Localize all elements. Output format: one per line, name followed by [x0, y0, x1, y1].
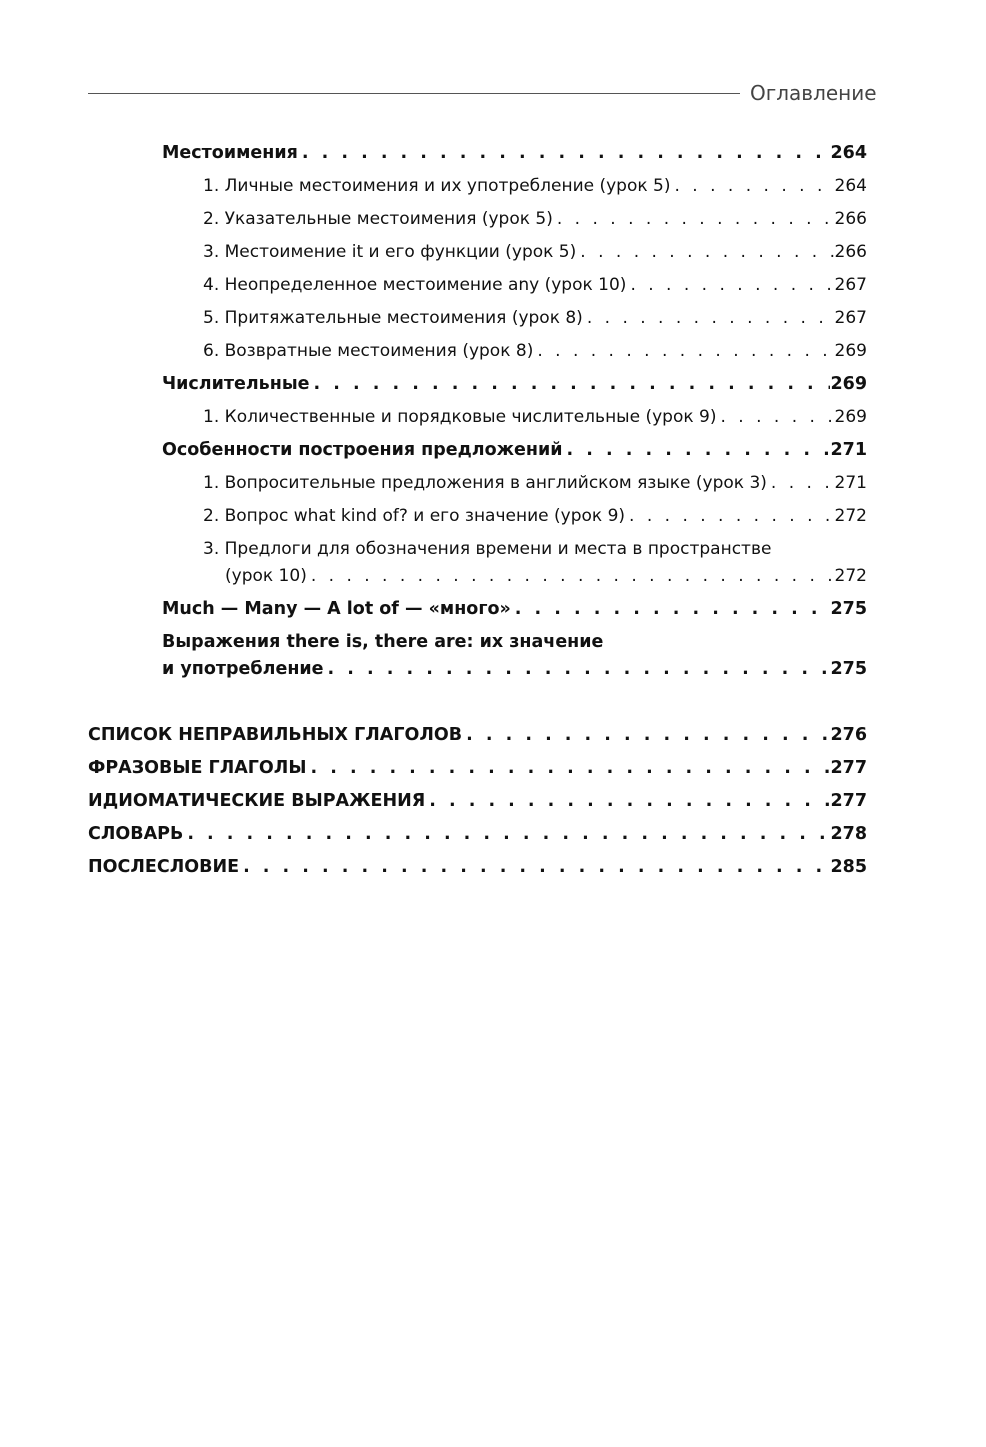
- toc-page-number: 285: [830, 857, 867, 877]
- toc-page-number: 269: [834, 341, 867, 361]
- toc-page-number: 269: [834, 407, 867, 427]
- toc-page-number: 267: [834, 308, 867, 328]
- toc-item[interactable]: [203, 275, 867, 305]
- toc-entry-title: Особенности построения предложений: [162, 440, 563, 460]
- dot-leader: [324, 659, 831, 679]
- toc-entry-title: Местоимения: [162, 143, 298, 163]
- toc-entry-title: 2. Указательные местоимения (урок 5): [203, 209, 553, 229]
- toc-item[interactable]: [203, 308, 867, 338]
- toc-item[interactable]: [203, 209, 867, 239]
- toc-entry-title: ПОСЛЕСЛОВИЕ: [88, 857, 240, 877]
- toc-entry-title: 6. Возвратные местоимения (урок 8): [203, 341, 534, 361]
- toc-chapter[interactable]: [88, 758, 867, 788]
- toc-entry-title: 1. Количественные и порядковые числительные (урок 9): [203, 407, 717, 427]
- dot-leader: [626, 275, 834, 295]
- toc-entry-title: 3. Местоимение it и его функции (урок 5): [203, 242, 577, 262]
- dot-leader: [183, 824, 830, 844]
- dot-leader: [625, 506, 835, 526]
- toc-page-number: 277: [830, 758, 867, 778]
- toc-section-much-many[interactable]: [162, 599, 867, 629]
- toc-page-number: 275: [830, 599, 867, 619]
- toc-item[interactable]: [203, 473, 867, 503]
- toc-chapter[interactable]: [88, 824, 867, 854]
- dot-leader: [306, 758, 830, 778]
- toc-entry-title: 4. Неопределенное местоимение any (урок 10): [203, 275, 627, 295]
- toc-entry-title: СЛОВАРЬ: [88, 824, 184, 844]
- dot-leader: [583, 308, 835, 328]
- toc-page-number: 277: [830, 791, 867, 811]
- dot-leader: [767, 473, 835, 493]
- toc-entry-title: 5. Притяжательные местоимения (урок 8): [203, 308, 583, 328]
- toc-entry-title: ИДИОМАТИЧЕСКИЕ ВЫРАЖЕНИЯ: [88, 791, 426, 811]
- dot-leader: [563, 440, 831, 460]
- header-rule: [88, 93, 740, 94]
- toc-page-number: 266: [834, 209, 867, 229]
- toc-page-number: 271: [834, 473, 867, 493]
- toc-page-number: 272: [834, 506, 867, 526]
- toc-chapter[interactable]: [88, 857, 867, 887]
- toc-item[interactable]: [203, 242, 867, 272]
- dot-leader: [511, 599, 831, 619]
- toc-chapter[interactable]: [88, 791, 867, 821]
- toc-item-first-line[interactable]: 3. Предлоги для обозначения времени и места в пространстве: [203, 539, 772, 559]
- dot-leader: [671, 176, 835, 196]
- dot-leader: [533, 341, 834, 361]
- toc-entry-title: Much — Many — A lot of — «много»: [162, 599, 511, 619]
- toc-entry-title: Числительные: [162, 374, 310, 394]
- toc-page-number: 264: [830, 143, 867, 163]
- toc-page-number: 278: [830, 824, 867, 844]
- dot-leader: [716, 407, 834, 427]
- dot-leader: [307, 566, 835, 586]
- toc-page-number: 271: [830, 440, 867, 460]
- dot-leader: [425, 791, 830, 811]
- dot-leader: [310, 374, 831, 394]
- toc-entry-title: 1. Личные местоимения и их употребление (урок 5): [203, 176, 671, 196]
- toc-item[interactable]: [203, 506, 867, 536]
- dot-leader: [462, 725, 830, 745]
- toc-section-sentences[interactable]: [162, 440, 867, 470]
- toc-page-number: 272: [834, 566, 867, 586]
- toc-item[interactable]: [203, 176, 867, 206]
- toc-entry-title: ФРАЗОВЫЕ ГЛАГОЛЫ: [88, 758, 307, 778]
- toc-section-there-is[interactable]: [162, 659, 867, 689]
- toc-entry-title: (урок 10): [225, 566, 307, 586]
- toc-section-pronouns[interactable]: [162, 143, 867, 173]
- toc-entry-title: 1. Вопросительные предложения в английском языке (урок 3): [203, 473, 767, 493]
- toc-item[interactable]: [203, 407, 867, 437]
- toc-page-number: 276: [830, 725, 867, 745]
- dot-leader: [239, 857, 830, 877]
- toc-entry-title: и употребление: [162, 659, 324, 679]
- running-head-title: Оглавление: [750, 81, 877, 105]
- toc-page-number: 264: [834, 176, 867, 196]
- dot-leader: [553, 209, 835, 229]
- toc-entry-title: 2. Вопрос what kind of? и его значение (урок 9): [203, 506, 626, 526]
- toc-section-there-is-first-line[interactable]: Выражения there is, there are: их значение: [162, 632, 604, 652]
- toc-entry-title: СПИСОК НЕПРАВИЛЬНЫХ ГЛАГОЛОВ: [88, 725, 463, 745]
- toc-page-number: 266: [834, 242, 867, 262]
- toc-page-number: 269: [830, 374, 867, 394]
- toc-item[interactable]: [203, 341, 867, 371]
- toc-page-number: 267: [834, 275, 867, 295]
- dot-leader: [298, 143, 831, 163]
- toc-page-number: 275: [830, 659, 867, 679]
- toc-item[interactable]: [225, 566, 867, 596]
- dot-leader: [576, 242, 834, 262]
- toc-section-numerals[interactable]: [162, 374, 867, 404]
- toc-chapter[interactable]: [88, 725, 867, 755]
